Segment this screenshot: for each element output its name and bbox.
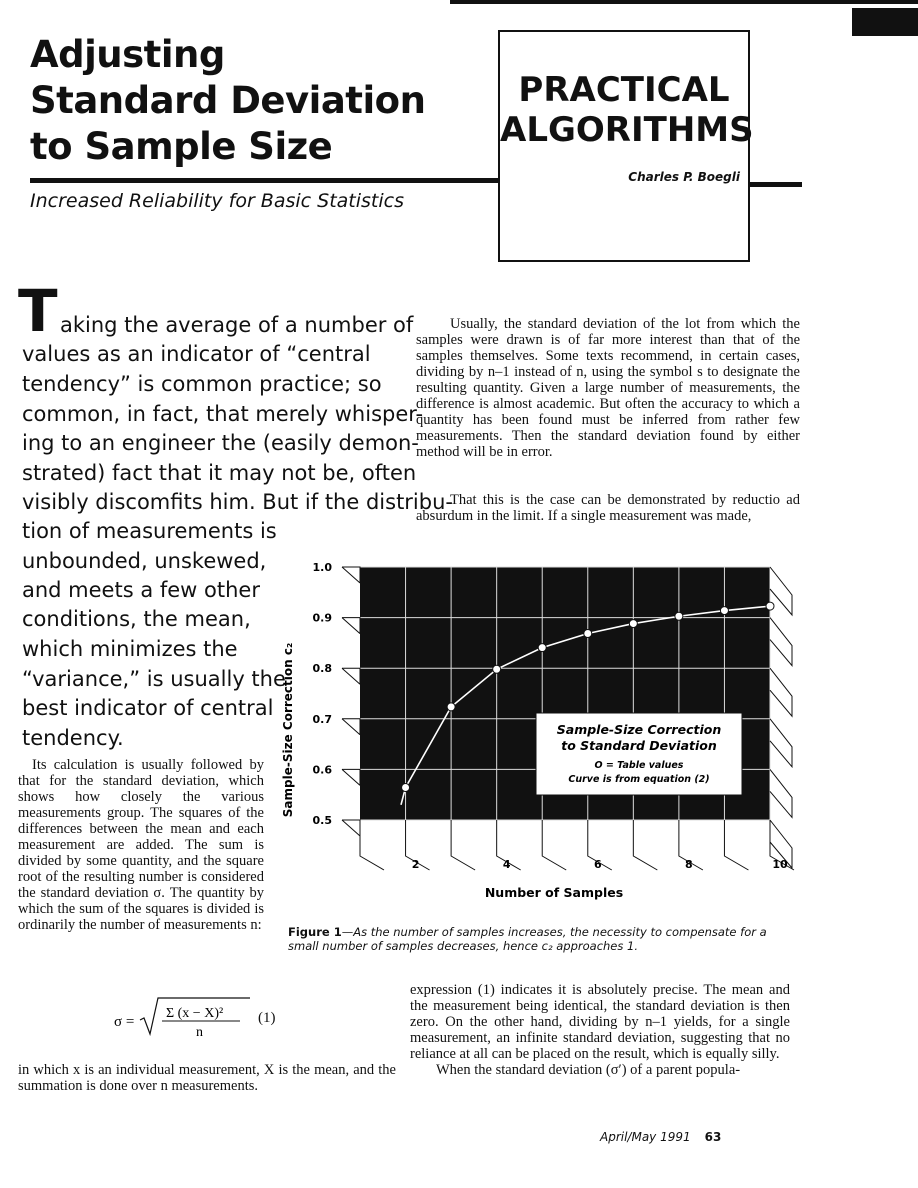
legend-item-table: O = Table values xyxy=(594,760,684,771)
bottom-wedge xyxy=(633,820,657,870)
page-number: 63 xyxy=(704,1130,722,1144)
formula-denominator: n xyxy=(196,1025,203,1040)
y-tick-label: 0.5 xyxy=(312,814,332,827)
correction-chart xyxy=(270,555,810,905)
right-wedge xyxy=(770,668,792,716)
bottom-wedge xyxy=(542,820,566,870)
data-point xyxy=(402,784,410,792)
data-point xyxy=(675,612,683,620)
box-rule xyxy=(748,182,802,187)
data-point xyxy=(629,620,637,628)
legend-title: Sample-Size Correction xyxy=(556,722,722,737)
grid-wedge-diagonal xyxy=(342,820,360,836)
article-subtitle: Increased Reliability for Basic Statistics xyxy=(30,190,405,212)
paragraph-text: in which x is an individual measurement, X is the mean, and the summation is done over n measurements. xyxy=(18,1062,396,1094)
right-wedge xyxy=(770,769,792,817)
lead-line: tion of measurements is xyxy=(22,519,277,543)
issue-date: April/May 1991 xyxy=(600,1130,691,1144)
legend-item-curve: Curve is from equation (2) xyxy=(568,774,710,785)
paragraph-text: expression (1) indicates it is absolutely precise. The mean and the measurement being identical, the standard deviation is then zero. On the other hand, dividing by n–1 yields, for a single measurement, an infinite standard deviation, suggesting that no reliance at all can be placed on the result, which is equally silly. xyxy=(410,982,790,1062)
data-point xyxy=(493,665,501,673)
y-axis-label: Sample-Size Correction c₂ xyxy=(281,642,295,818)
x-tick-label: 8 xyxy=(685,858,693,871)
lead-line: ing to an engineer the (easily demon- xyxy=(22,431,419,455)
section-line: ALGORITHMS xyxy=(500,110,754,150)
corner-mark xyxy=(852,8,918,36)
x-tick-label: 2 xyxy=(411,858,420,871)
right-paragraph-2 xyxy=(416,492,800,524)
bottom-wedge xyxy=(724,820,748,870)
grid-wedge-diagonal xyxy=(342,668,360,684)
lead-line: tendency. xyxy=(22,726,124,750)
lead-line: aking the average of a number of xyxy=(60,313,414,337)
left-paragraph-2 xyxy=(18,1062,396,1094)
right-wedge xyxy=(770,618,792,666)
equation-1 xyxy=(110,990,310,1040)
right-paragraph-1 xyxy=(416,316,800,460)
title-rule xyxy=(30,178,500,183)
y-tick-label: 0.9 xyxy=(312,611,332,625)
formula-numerator: Σ (x − X)² xyxy=(166,1006,224,1021)
title-line: Standard Deviation xyxy=(30,79,426,122)
paragraph-text: Its calculation is usually followed by that for the standard deviation, which shows how closely the various measurements group. The squares of the differences between the mean and each measurement are added. The sum is divided by some quantity, and the square root of the resulting number is considered the standard deviation σ. The quantity by which the sum of the squares is divided is ordinarily the number of measurements n: xyxy=(18,757,264,933)
grid-wedge-diagonal xyxy=(342,769,360,785)
right-paragraph-3 xyxy=(410,982,790,1078)
data-point xyxy=(538,644,546,652)
y-tick-label: 0.7 xyxy=(312,712,332,726)
caption-text: —As the number of samples increases, the necessity to compensate for a small number of samples decreases, hence c₂ approaches 1. xyxy=(288,925,767,953)
figure-caption xyxy=(288,925,798,953)
data-point xyxy=(720,607,728,615)
page-footer xyxy=(600,1130,721,1144)
left-paragraph-1 xyxy=(18,757,264,933)
lead-line: strated) fact that it may not be, often xyxy=(22,461,417,485)
legend-title: to Standard Deviation xyxy=(561,738,717,753)
section-title xyxy=(500,70,754,150)
bottom-wedge xyxy=(451,820,475,870)
chart-legend xyxy=(536,713,742,795)
article-title xyxy=(30,32,490,170)
title-line: Adjusting xyxy=(30,33,225,76)
right-wedge xyxy=(770,719,792,767)
lead-line: common, in fact, that merely whisper- xyxy=(22,402,424,426)
paragraph-text: That this is the case can be demonstrated by reductio ad absurdum in the limit. If a single measurement was made, xyxy=(416,492,800,524)
lead-line: “variance,” is usually the xyxy=(22,667,286,691)
formula-sigma: σ = xyxy=(114,1014,135,1030)
bottom-wedge xyxy=(360,820,384,870)
x-axis-label: Number of Samples xyxy=(484,885,624,900)
equation-number: (1) xyxy=(258,1010,276,1026)
title-line: to Sample Size xyxy=(30,125,333,168)
drop-cap: T xyxy=(18,277,58,345)
x-tick-label: 10 xyxy=(772,858,788,871)
grid-wedge-diagonal xyxy=(342,567,360,583)
lead-line: best indicator of central xyxy=(22,696,274,720)
section-line: PRACTICAL xyxy=(518,70,730,110)
author-name: Charles P. Boegli xyxy=(628,170,740,184)
grid-wedge-diagonal xyxy=(342,719,360,735)
lead-line: conditions, the mean, xyxy=(22,607,251,631)
data-point xyxy=(766,602,774,610)
y-tick-label: 1.0 xyxy=(312,561,332,574)
lead-line: tendency” is common practice; so xyxy=(22,372,382,396)
grid-wedge-diagonal xyxy=(342,618,360,634)
paragraph-text: When the standard deviation (σ′) of a parent popula- xyxy=(436,1062,741,1078)
lead-line: which minimizes the xyxy=(22,637,238,661)
lead-line: unbounded, unskewed, xyxy=(22,549,267,573)
top-rule xyxy=(450,0,918,4)
x-tick-label: 6 xyxy=(593,858,602,871)
lead-line: visibly discomfits him. But if the distribu- xyxy=(22,490,453,514)
y-tick-label: 0.8 xyxy=(312,662,332,676)
data-point xyxy=(447,703,455,711)
y-tick-label: 0.6 xyxy=(312,763,332,777)
paragraph-text: Usually, the standard deviation of the lot from which the samples were drawn is of far more interest than that of the samples themselves. Some texts recommend, in certain cases, dividing by n–1 instead of n, using the symbol s to designate the resulting quantity. Given a large number of measurements, the difference is almost academic. But often the accuracy to which a quantity has been found must be inferred from rather few measurements. Then the standard deviation found by either method will be in error. xyxy=(416,316,800,460)
x-tick-label: 4 xyxy=(502,858,511,871)
lead-line: values as an indicator of “central xyxy=(22,342,371,366)
data-point xyxy=(584,629,592,637)
caption-label: Figure 1 xyxy=(288,925,342,939)
lead-line: and meets a few other xyxy=(22,578,260,602)
